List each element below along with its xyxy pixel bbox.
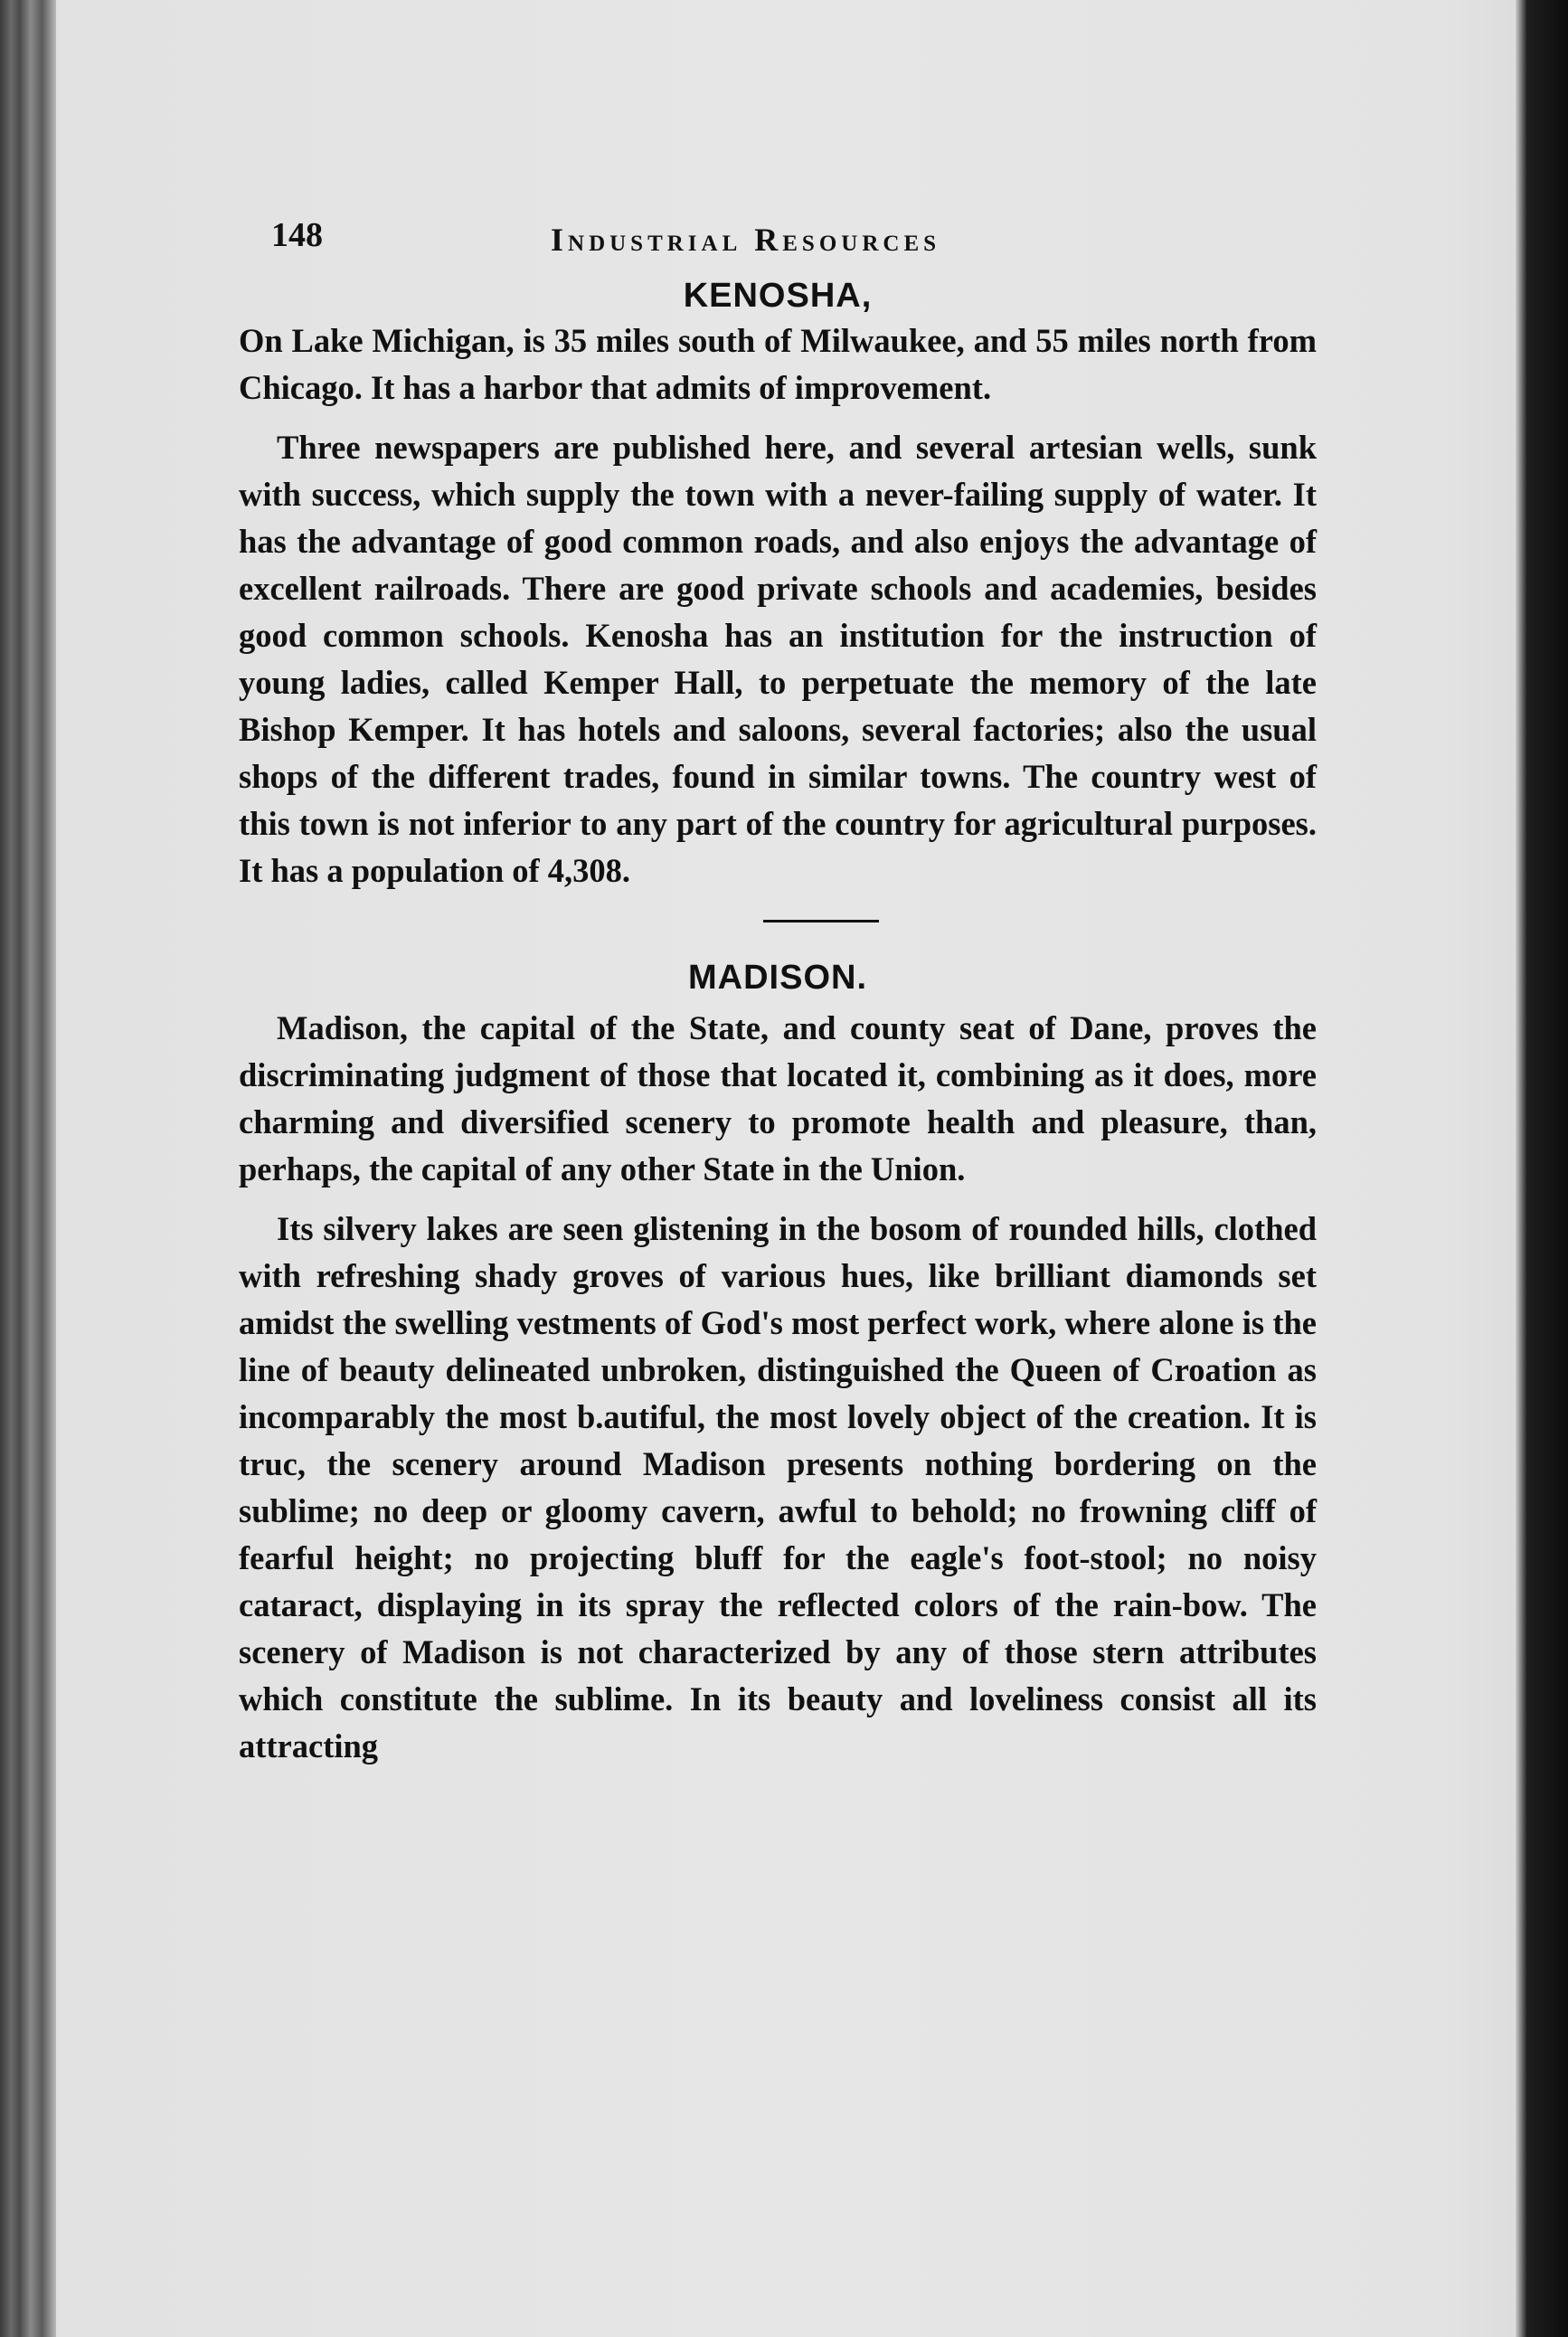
madison-paragraph-1: Madison, the capital of the State, and county seat of Dane, proves the discriminating judgment of those that located it, combining as it does, more charming and diversified scenery to promote health and pleasure, than, perhaps, the capital of any other State in the Union.: [239, 1009, 1317, 1187]
page-edge-shadow: [1516, 0, 1568, 2337]
book-binding-gutter: [0, 0, 56, 2337]
running-title: Industrial Resources: [551, 222, 941, 258]
kenosha-paragraph-1: On Lake Michigan, is 35 miles south of Milwaukee, and 55 miles north from Chicago. It has a harbor that admits of improvement.: [239, 322, 1317, 406]
madison-paragraph-2: Its silvery lakes are seen glistening in the bosom of rounded hills, clothed with refreshing shady groves of various hues, like brilliant diamonds set amidst the swelling vestments of God's most perfect work, where alone is the line of beauty delineated unbroken, distinguished the Queen of Croation as incomparably the most b.autiful, the most lovely object of the creation. It is truc, the scenery around Madison presents nothing bordering on the sublime; no deep or gloomy cavern, awful to behold; no frowning cliff of fearful height; no projecting bluff for the eagle's foot-stool; no noisy cataract, displaying in its spray the reflected colors of the rain-bow. The scenery of Madison is not characterized by any of those stern attributes which constitute the sublime. In its beauty and loveliness consist all its attracting: [239, 1210, 1317, 1765]
madison-heading: MADISON.: [688, 959, 867, 997]
kenosha-heading: KENOSHA,: [683, 277, 873, 315]
page-body: [239, 215, 1317, 1783]
madison-section: [239, 959, 1317, 1770]
page-number: 148: [271, 216, 323, 254]
kenosha-section: [239, 277, 1317, 894]
running-head: [239, 215, 1317, 270]
section-divider: [763, 920, 879, 922]
kenosha-paragraph-2: Three newspapers are published here, and several artesian wells, sunk with success, which supply the town with a never-failing supply of water. It has the advantage of good common roads, and also enjoys the advantage of excellent railroads. There are good private schools and academies, besides good common schools. Kenosha has an institution for the instruction of young ladies, called Kemper Hall, to perpetuate the memory of the late Bishop Kemper. It has hotels and saloons, several factories; also the usual shops of the different trades, found in similar towns. The country west of this town is not inferior to any part of the country for agricultural purposes. It has a population of 4,308.: [239, 429, 1317, 889]
